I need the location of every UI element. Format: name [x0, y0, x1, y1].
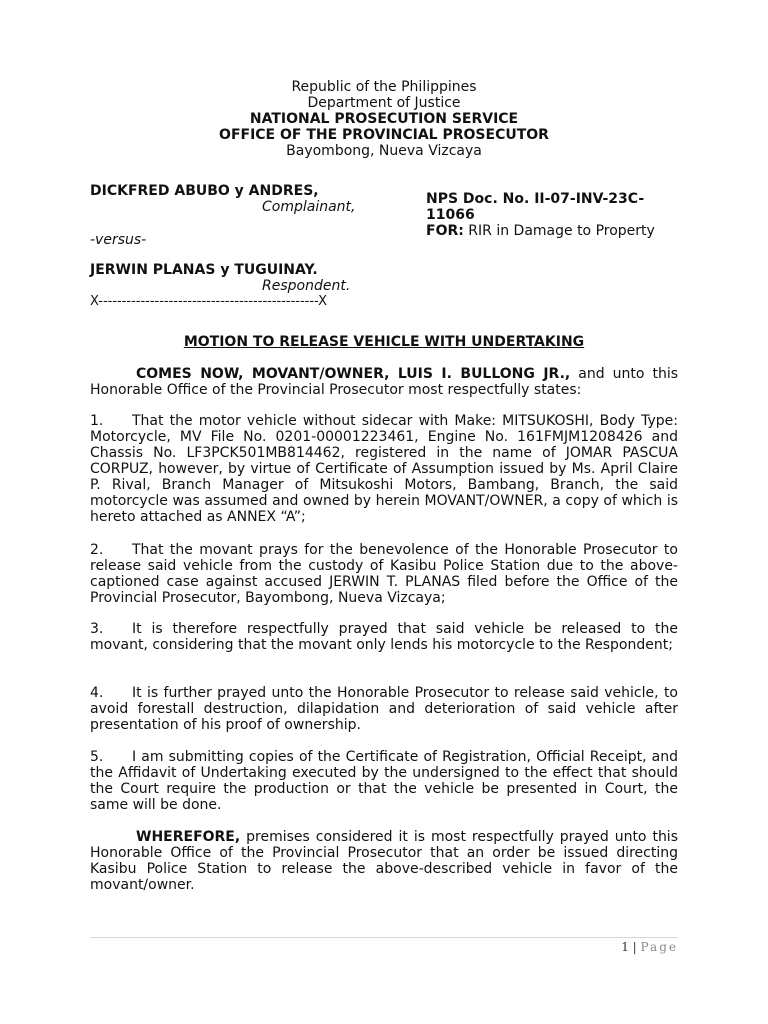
paragraph-number: 4.: [90, 685, 104, 701]
paragraph-2: [90, 542, 678, 606]
respondent-name: JERWIN PLANAS y TUGUINAY.: [90, 262, 318, 278]
intro-paragraph: [90, 366, 678, 398]
intro-text: and unto this Honorable Office of the Provincial Prosecutor most respectfully states:: [90, 366, 678, 398]
doc-number-cont: 11066: [426, 207, 475, 223]
header-location: Bayombong, Nueva Vizcaya: [286, 143, 482, 159]
paragraph-1: [90, 413, 678, 525]
caption-separator: X-----------------------------------------------X: [90, 294, 327, 309]
paragraph-5: [90, 749, 678, 813]
case-for-value: RIR in Damage to Property: [463, 223, 655, 239]
header-republic: Republic of the Philippines: [291, 79, 477, 95]
respondent-role: Respondent.: [262, 278, 351, 294]
versus-label: -versus-: [90, 232, 147, 248]
motion-title: MOTION TO RELEASE VEHICLE WITH UNDERTAKING: [183, 334, 585, 350]
intro-bold: COMES NOW, MOVANT/OWNER, LUIS I. BULLONG JR.,: [136, 366, 571, 382]
wherefore-paragraph: [90, 829, 678, 893]
paragraph-number: 2.: [90, 542, 104, 558]
header-department: Department of Justice: [307, 95, 461, 111]
paragraph-number: 5.: [90, 749, 104, 765]
paragraph-text: I am submitting copies of the Certificate of Registration, Official Receipt, and the Affidavit of Undertaking executed by the undersigned to the effect that should the Court require the production or that the vehicle be presented in Court, the same will be done.: [90, 749, 678, 813]
page-number: [621, 940, 678, 954]
case-for: [426, 223, 655, 239]
paragraph-text: It is further prayed unto the Honorable Prosecutor to release said vehicle, to avoid forestall destruction, dilapidation and deterioration of said vehicle after presentation of his proof of ownership.: [90, 685, 678, 733]
paragraph-4: [90, 685, 678, 733]
case-for-label: FOR:: [426, 223, 464, 239]
header-office: OFFICE OF THE PROVINCIAL PROSECUTOR: [219, 127, 549, 143]
paragraph-number: 1.: [90, 413, 104, 429]
footer-divider: [90, 937, 678, 938]
page-number-separator: |: [628, 940, 641, 954]
header-nps: NATIONAL PROSECUTION SERVICE: [249, 111, 519, 127]
paragraph-number: 3.: [90, 621, 104, 637]
paragraph-text: It is therefore respectfully prayed that said vehicle be released to the movant, considering that the movant only lends his motorcycle to the Respondent;: [90, 621, 678, 653]
complainant-name: DICKFRED ABUBO y ANDRES,: [90, 183, 319, 199]
document-header: [0, 79, 768, 159]
doc-number: NPS Doc. No. II-07-INV-23C-: [426, 191, 645, 207]
wherefore-bold: WHEREFORE,: [136, 829, 241, 845]
paragraph-text: That the movant prays for the benevolence of the Honorable Prosecutor to release said vehicle from the custody of Kasibu Police Station due to the above-captioned case against accused JERWIN T. PLANAS filed before the Office of the Provincial Prosecutor, Bayombong, Nueva Vizcaya;: [90, 542, 678, 606]
paragraph-3: [90, 621, 678, 653]
complainant-role: Complainant,: [262, 199, 356, 215]
page-label: Page: [640, 940, 678, 954]
page-number-value: 1: [621, 940, 629, 954]
wherefore-text: premises considered it is most respectfully prayed unto this Honorable Office of the Provincial Prosecutor that an order be issued directing Kasibu Police Station to release the above-described vehicle in favor of the movant/owner.: [90, 829, 678, 893]
paragraph-text: That the motor vehicle without sidecar with Make: MITSUKOSHI, Body Type: Motorcycle, MV File No. 0201-00001223461, Engine No. 161FMJM1208426 and Chassis No. LF3PCK501MB814462, registered in the name of JOMAR PASCUA CORPUZ, however, by virtue of Certificate of Assumption issued by Ms. April Claire P. Rival, Branch Manager of Mitsukoshi Motors, Bambang, Branch, the said motorcycle was assumed and owned by herein MOVANT/OWNER, a copy of which is hereto attached as ANNEX “A”;: [90, 413, 678, 525]
